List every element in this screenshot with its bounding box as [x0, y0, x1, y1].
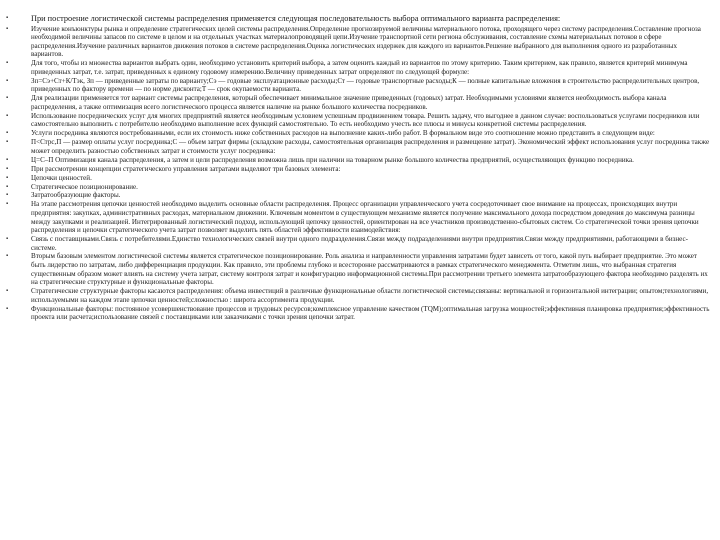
- list-item: [6, 174, 710, 183]
- list-item-text: Стратегические структурные факторы касаются распределения: объема инвестиций в различные функциональные области логистической системы;связаны: вертикальной и горизонтальной интеграции; опытом;технологиями, используемыми на каждом этапе цепочки ценностей;сложностью : широта ассортимента продукции.: [31, 287, 709, 304]
- list-item: [6, 183, 710, 192]
- list-item-text: Услуги посредника являются востребованными, если их стоимость ниже собственных расходов на выполнение каких-либо работ. В формальном виде это соотношение можно представить в следующем виде:: [31, 129, 655, 138]
- list-item-text: Для того, чтобы из множества вариантов выбрать один, необходимо установить критерий выбора, а затем оценить каждый из вариантов по этому критерию. Таким критерием, как правило, является критерий минимума приведенных затрат, т.е. затрат, приведенных к единому годовому измерению.Величину приведенных затрат определяют по следующей формуле:: [31, 59, 688, 76]
- list-item: [6, 94, 710, 111]
- bullet-icon: ▪: [6, 253, 9, 260]
- bullet-icon: ▪: [6, 201, 9, 208]
- list-item: [6, 112, 710, 129]
- bullet-icon: ▪: [6, 174, 9, 181]
- list-item-text: Ц=С–П Оптимизация канала распределения, а затем и цели распределения возможна лишь при наличии на товарном рынке большого количества предприятий, осуществляющих функцию посредника.: [31, 155, 634, 164]
- bullet-icon: ▪: [6, 112, 9, 119]
- bullet-icon: ▪: [6, 236, 9, 242]
- list-item: [6, 235, 710, 252]
- list-item: [6, 77, 710, 94]
- list-item: [6, 165, 710, 174]
- list-item: [6, 138, 710, 155]
- list-item: [6, 129, 710, 138]
- bullet-icon: ▪: [6, 60, 9, 67]
- bullet-icon: ▪: [6, 139, 9, 146]
- bullet-icon: ▪: [6, 183, 9, 190]
- list-item-text: При рассмотрении концепции стратегического управления затратами выделяют три базовых элемента:: [31, 164, 341, 173]
- list-item-text: Для реализации применяется тот вариант системы распределения, который обеспечивает минимальное значение приведенных (годовых) затрат. Необходимыми условиями является необходимость выбора канала распределения, а также оптимизация всего логистического процесса является наличие на рынке большого количества посредников.: [31, 94, 667, 111]
- list-item-text: На этапе рассмотрения цепочки ценностей необходимо выделить основные области распределения. Процесс организации управленческого учета сосредоточивает свое внимание на процессах, происходящих внутри предприятия: закупках, административных расходах, материальном движении. Ключевым моментом в существующем механизме является получение максимального дохода посредством доведения до максимума разницы между закупками и реализацией. Интегрированный логистический подход, использующий цепочку ценностей, ориентирован на все участников производственно-сбытовых систем. Со стратегической точки зрения цепочки распределения и цепочки стратегического учета затрат позволяет выделить пять областей эффективности взаимодействия:: [31, 200, 699, 235]
- list-item: [6, 25, 710, 59]
- list-item-text: Цепочки ценностей.: [31, 173, 92, 182]
- bullet-icon: ▪: [6, 15, 9, 21]
- list-item-text: Функциональные факторы: постоянное усовершенствование процессов и трудовых ресурсов;комплексное управление качеством (TQM);оптимальная загрузка мощностей;эффективная планировка предприятия;эффективность проекта или расчета;использование связей с поставщиками или заказчиками с точки зрения цепочки затрат.: [31, 304, 710, 322]
- list-item-text: Стратегическое позиционирование.: [31, 182, 138, 191]
- bullet-icon: ▪: [6, 25, 9, 32]
- bullet-icon: ▪: [6, 305, 9, 312]
- bullet-icon: ▪: [6, 77, 9, 84]
- list-item: [6, 200, 710, 234]
- list-item: [6, 287, 710, 304]
- bullet-list: [6, 14, 710, 322]
- list-item-text: При построение логистической системы распределения применяется следующая последовательность выбора оптимального варианта распределения:: [31, 14, 561, 23]
- list-item: [6, 14, 710, 24]
- bullet-icon: ▪: [6, 192, 9, 199]
- list-item-text: Связь с поставщиками.Связь с потребителями.Единство технологических связей внутри одного подразделения.Связи между подразделениями внутри предприятия.Связи между предприятиями, работающими в бизнес-системе.: [31, 235, 688, 252]
- list-item: [6, 191, 710, 200]
- list-item: [6, 305, 710, 322]
- list-item-text: Затратообразующие факторы.: [31, 191, 121, 200]
- list-item: [6, 59, 710, 76]
- list-item-text: Использование посреднических услуг для многих предприятий является необходимым условием успешным продвижением товара. Решить задачу, что выгоднее в данном случае: воспользоваться услугами посредников или самостоятельно выполнить с потребителю необходимо выполнение всех функций самостоятельно. То есть необходимо учесть все плюсы и минусы конкретной системы распределения.: [31, 111, 700, 129]
- list-item: [6, 156, 710, 165]
- bullet-icon: ▪: [6, 130, 9, 137]
- bullet-icon: ▪: [6, 95, 9, 102]
- list-item: [6, 252, 710, 286]
- bullet-icon: ▪: [6, 156, 9, 163]
- list-item-text: Изучение конъюнктуры рынка и определение стратегических целей системы распределения.Определение прогнозируемой величины материального потока, проходящего через систему распределения.Составление прогноза необходимой величины запасов по системе в целом и на отдельных участках материалопроводящей цепи.Изучение транспортной сети региона обслуживания, составление схемы материальных потоков в сфере распределения.Изучение различных вариантов движения потоков в системе распределения.Оценка логистических издержек для каждого из вариантов.Решение выбранного для выполнения одного из разработанных вариантов.: [31, 24, 701, 59]
- list-item-text: П<Стрс,П — размер оплаты услуг посредника;С — объем затрат фирмы (складские расходы, самостоятельная организация распределения и размещение затрат). Экономический эффект использования услуг посредника также может определить разностью собственных затрат и стоимости услуг посредника:: [31, 138, 710, 155]
- list-item-text: Вторым базовым элементом логистической системы является стратегическое позиционирование. Роль анализа и направленности управления затратами будет зависеть от того, какой путь выбирает предприятие. Это может быть лидерство по затратам, либо дифференциация продукции. Как правило, эти проблемы глубоко и всесторонне рассматриваются в рамках стратегического менеджмента. Отметим лишь, что выбранная стратегия существенным образом может влиять на систему учета затрат, систему контроля затрат и конфигурацию информационной системы.При рассмотрении третьего элемента затратообразующего фактора необходимо разделять их на стратегические структурные и функциональные факторы.: [31, 252, 708, 287]
- bullet-icon: ▪: [6, 288, 9, 295]
- bullet-icon: ▪: [6, 165, 9, 172]
- list-item-text: Зп=Сэ+Ст+К/Тэк, Зп — приведенные затраты по варианту;Сэ — годовые эксплуатационные расходы;Ст — годовые транспортные расходы;К — полные капитальные вложения в строительство распределительных центров, приведенных по фактору времени — по норме дисконта;Т — срок окупаемости варианта.: [31, 76, 700, 94]
